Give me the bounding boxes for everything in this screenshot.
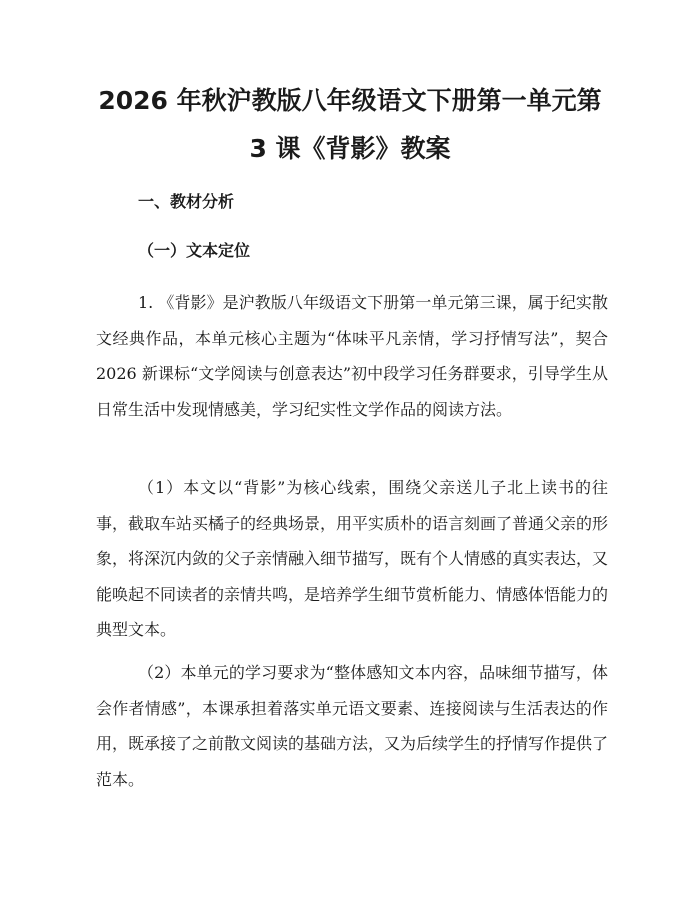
- paragraph-2: （1）本文以“背影”为核心线索，围绕父亲送儿子北上读书的往事，截取车站买橘子的经典场景，用平实质朴的语言刻画了普通父亲的形象，将深沉内敛的父子亲情融入细节描写，既有个人情感的真实表达，又能唤起不同读者的亲情共鸣，是培养学生细节赏析能力、情感体悟能力的典型文本。: [96, 478, 609, 639]
- document-title-line-2: 3 课《背影》教案: [249, 134, 451, 163]
- paragraph-3: （2）本单元的学习要求为“整体感知文本内容，品味细节描写，体会作者情感”，本课承担着落实单元语文要素、连接阅读与生活表达的作用，既承接了之前散文阅读的基础方法，又为后续学生的抒情写作提供了范本。: [96, 663, 609, 789]
- document-title-line-1: 2026 年秋沪教版八年级语文下册第一单元第: [98, 86, 602, 115]
- subsection-heading: （一）文本定位: [138, 241, 251, 260]
- section-heading: 一、教材分析: [138, 192, 235, 211]
- paragraph-1: 1. 《背影》是沪教版八年级语文下册第一单元第三课，属于纪实散文经典作品，本单元核心主题为“体味平凡亲情，学习抒情写法”，契合 2026 新课标“文学阅读与创意表达”初中段学习任务群要求，引导学生从日常生活中发现情感美，学习纪实性文学作品的阅读方法。: [96, 293, 608, 419]
